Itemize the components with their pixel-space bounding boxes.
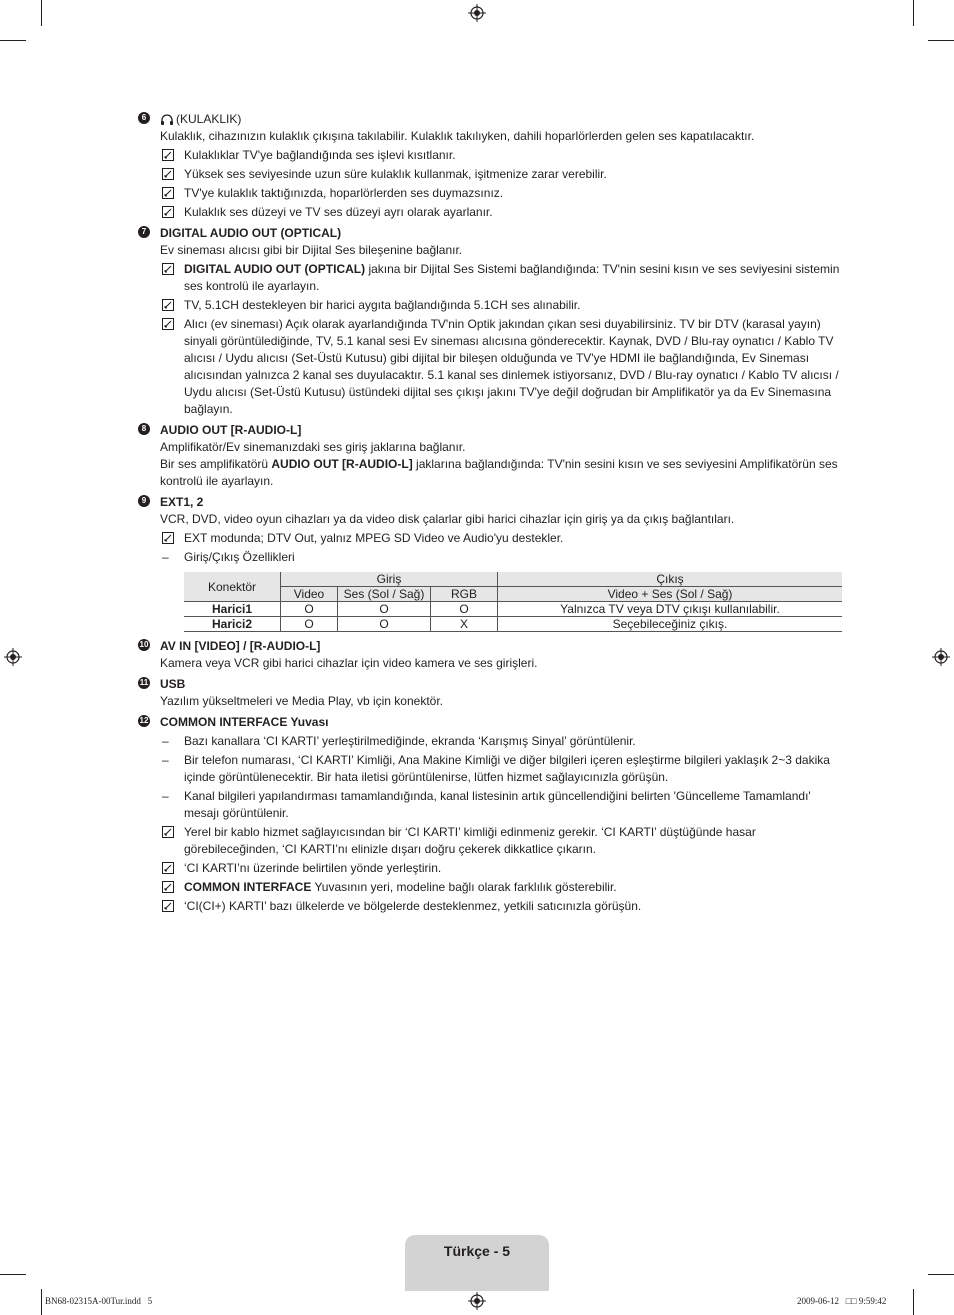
section-number: 7	[138, 226, 150, 238]
page-number-tab	[405, 1235, 549, 1291]
registration-mark-icon	[468, 4, 486, 22]
text-run: Bir ses amplifikatörü	[160, 457, 272, 471]
table-cell-audio: O	[338, 602, 431, 617]
note-text: Yerel bir kablo hizmet sağlayıcısından bir ‘CI KARTI’ kimliği edinmeniz gerekir. ‘CI KARTI’ düştüğünde hasar görebileceğinden, ‘CI KARTI’nı elinizle dışarı doğru çekerek dikkatlice çıkarın.	[184, 825, 756, 856]
manual-content	[138, 111, 843, 919]
table-cell-connector: Harici2	[184, 617, 281, 632]
note-icon	[162, 318, 174, 330]
section-title: AUDIO OUT [R-AUDIO-L]	[160, 423, 302, 437]
section-number: 6	[138, 112, 150, 124]
table-header-audio: Ses (Sol / Sağ)	[338, 587, 431, 602]
table-header-input: Giriş	[281, 572, 498, 587]
note-bold-text: DIGITAL AUDIO OUT (OPTICAL)	[184, 262, 366, 276]
note-icon	[162, 532, 174, 544]
dash-text: Bazı kanallara ‘CI KARTI’ yerleştirilmediğinde, ekranda ‘Karışmış Sinyal’ görüntülenir.	[184, 734, 636, 748]
crop-mark	[928, 40, 954, 41]
section-ext	[138, 494, 843, 632]
crop-mark	[0, 40, 26, 41]
note-item	[160, 204, 843, 221]
text-bold-run: AUDIO OUT [R-AUDIO-L]	[271, 457, 413, 471]
section-audio-out	[138, 422, 843, 490]
note-text: Kulaklık ses düzeyi ve TV ses düzeyi ayrı olarak ayarlanır.	[184, 205, 493, 219]
crop-mark	[41, 1289, 42, 1315]
note-text: TV, 5.1CH destekleyen bir harici aygıta bağlandığında 5.1CH ses alınabilir.	[184, 298, 581, 312]
crop-mark	[913, 1289, 914, 1315]
dash-item	[160, 733, 843, 750]
table-cell-audio: O	[338, 617, 431, 632]
note-icon	[162, 299, 174, 311]
table-cell-connector: Harici1	[184, 602, 281, 617]
note-text: ‘CI KARTI’nı üzerinde belirtilen yönde yerleştirin.	[184, 861, 442, 875]
section-title-text: (KULAKLIK)	[176, 112, 242, 126]
section-description: Yazılım yükseltmeleri ve Media Play, vb için konektör.	[160, 694, 443, 708]
text-run: jaklarına bağlandığında: TV'nin sesini kısın ve ses seviyesini Amplifikatörün ses kontrolü ile ayarlayın.	[160, 457, 838, 488]
section-title	[160, 714, 843, 731]
registration-mark-icon	[468, 1292, 486, 1310]
section-description: Ev sineması alıcısı gibi bir Dijital Ses bileşenine bağlanır.	[160, 243, 463, 257]
section-number: 12	[139, 716, 149, 725]
note-icon	[162, 881, 174, 893]
section-title-rest: Yuvası	[287, 715, 329, 729]
note-icon	[162, 263, 174, 275]
section-description	[160, 456, 843, 490]
dash-item	[160, 752, 843, 786]
crop-mark	[41, 0, 42, 26]
section-number: 9	[138, 495, 150, 507]
note-text: TV'ye kulaklık taktığınızda, hoparlörlerden ses duymazsınız.	[184, 186, 504, 200]
dash-text: Kanal bilgileri yapılandırması tamamlandığında, kanal listesinin artık güncellendiğini belirten 'Güncelleme Tamamlandı' mesajı görüntülenir.	[184, 789, 811, 820]
table-cell-output: Seçebileceğiniz çıkış.	[498, 617, 843, 632]
io-spec-table	[184, 572, 842, 632]
note-item	[160, 297, 843, 314]
note-item	[160, 824, 843, 858]
table-header-output: Çıkış	[498, 572, 843, 587]
crop-mark	[913, 0, 914, 26]
note-bold-text: COMMON INTERFACE	[184, 880, 312, 894]
table-header-video: Video	[281, 587, 338, 602]
section-title	[160, 111, 843, 128]
date-info: 2009-06-12 □□ 9:59:42	[797, 1296, 887, 1306]
table-header-connector: Konektör	[184, 572, 281, 602]
note-text: Yüksek ses seviyesinde uzun süre kulaklık kullanmak, işitmenize zarar verebilir.	[184, 167, 607, 181]
note-icon	[162, 168, 174, 180]
section-title: EXT1, 2	[160, 495, 204, 509]
file-info: BN68-02315A-00Tur.indd 5	[45, 1296, 153, 1306]
table-cell-video: O	[281, 602, 338, 617]
note-icon	[162, 149, 174, 161]
headphone-icon	[160, 114, 174, 126]
note-text: Alıcı (ev sineması) Açık olarak ayarlandığında TV'nin Optik jakından çıkan sesi duyabilirsiniz. TV bir DTV (karasal yayın) sinyali görüntülediğinde, TV, 5.1 kanal sesi Ev sineması alıcısına gönderecektir. Kaynak, DVD / Blu-ray oynatıcı / Kablo TV alıcısı / Uydu alıcısı (Set-Üstü Kutusu) gibi dijital bir bileşen olduğunda ve TV'ye HDMI ile bağlandığında, Ev Sineması alıcısından yalnızca 2 kanal ses duyulacaktır. 5.1 kanal ses dinlemek istiyorsanız, DVD / Blu-ray oynatıcı / Kablo TV alıcısı / Uydu alıcısı (Set-Üstü Kutusu) üstündeki dijital ses çıkışı jakını TV'ye değil doğrudan bir Amplifikatör ya da Ev Sinemasına bağlayın.	[184, 317, 839, 416]
section-av-in	[138, 638, 843, 672]
table-cell-output: Yalnızca TV veya DTV çıkışı kullanılabilir.	[498, 602, 843, 617]
section-title-bold: COMMON INTERFACE	[160, 715, 288, 729]
note-icon	[162, 900, 174, 912]
table-header-rgb: RGB	[431, 587, 498, 602]
section-usb	[138, 676, 843, 710]
table-header-output-sub: Video + Ses (Sol / Sağ)	[498, 587, 843, 602]
section-title: DIGITAL AUDIO OUT (OPTICAL)	[160, 226, 342, 240]
table-row	[184, 617, 842, 632]
table-cell-rgb: X	[431, 617, 498, 632]
dash-mark: –	[162, 550, 169, 564]
note-item	[160, 166, 843, 183]
section-description: Kulaklık, cihazınızın kulaklık çıkışına takılabilir. Kulaklık takılıyken, dahili hoparlörlerden gelen ses kapatılacaktır.	[160, 129, 755, 143]
section-title: USB	[160, 677, 186, 691]
note-icon	[162, 187, 174, 199]
registration-mark-icon	[932, 648, 950, 666]
note-icon	[162, 862, 174, 874]
dash-text: Giriş/Çıkış Özellikleri	[184, 550, 295, 564]
dash-item	[160, 549, 843, 566]
section-headphones	[138, 111, 843, 221]
note-item	[160, 316, 843, 418]
section-number: 11	[139, 678, 149, 687]
note-item	[160, 898, 843, 915]
section-description: Amplifikatör/Ev sinemanızdaki ses giriş jaklarına bağlanır.	[160, 440, 466, 454]
section-common-interface	[138, 714, 843, 915]
note-text: jakına bir Dijital Ses Sistemi bağlandığında: TV'nin sesini kısın ve ses seviyesini sistemin ses kontrolü ile ayarlayın.	[184, 262, 840, 293]
dash-text: Bir telefon numarası, ‘CI KARTI’ Kimliği, Ana Makine Kimliği ve diğer bilgileri içeren eşleştirme bilgileri yaklaşık 2~3 dakika içinde görüntülenecektir. Bir hata iletisi görüntülenirse, lütfen hizmet sağlayıcınızla görüşün.	[184, 753, 830, 784]
note-text: ‘CI(CI+) KARTI’ bazı ülkelerde ve bölgelerde desteklenmez, yetkili satıcınızla görüşün.	[184, 899, 642, 913]
dash-item	[160, 788, 843, 822]
note-item	[160, 185, 843, 202]
note-item	[160, 147, 843, 164]
section-number: 10	[139, 640, 149, 649]
section-description: Kamera veya VCR gibi harici cihazlar için video kamera ve ses girişleri.	[160, 656, 538, 670]
note-item	[160, 860, 843, 877]
table-cell-video: O	[281, 617, 338, 632]
note-item	[160, 530, 843, 547]
table-cell-rgb: O	[431, 602, 498, 617]
note-text: EXT modunda; DTV Out, yalnız MPEG SD Video ve Audio'yu destekler.	[184, 531, 564, 545]
section-digital-audio-out	[138, 225, 843, 418]
note-item	[160, 879, 843, 896]
section-number: 8	[138, 423, 150, 435]
section-description: VCR, DVD, video oyun cihazları ya da video disk çalarlar gibi harici cihazlar için giriş ya da çıkış bağlantıları.	[160, 512, 735, 526]
note-icon	[162, 206, 174, 218]
note-text: Kulaklıklar TV'ye bağlandığında ses işlevi kısıtlanır.	[184, 148, 456, 162]
crop-mark	[0, 1274, 26, 1275]
registration-mark-icon	[4, 648, 22, 666]
section-title: AV IN [VIDEO] / [R-AUDIO-L]	[160, 639, 321, 653]
crop-mark	[928, 1274, 954, 1275]
table-row	[184, 602, 842, 617]
note-item	[160, 261, 843, 295]
note-icon	[162, 826, 174, 838]
dash-mark: –	[162, 789, 169, 803]
page-label: Türkçe - 5	[443, 1243, 511, 1259]
note-text: Yuvasının yeri, modeline bağlı olarak farklılık gösterebilir.	[311, 880, 617, 894]
dash-mark: –	[162, 734, 169, 748]
dash-mark: –	[162, 753, 169, 767]
